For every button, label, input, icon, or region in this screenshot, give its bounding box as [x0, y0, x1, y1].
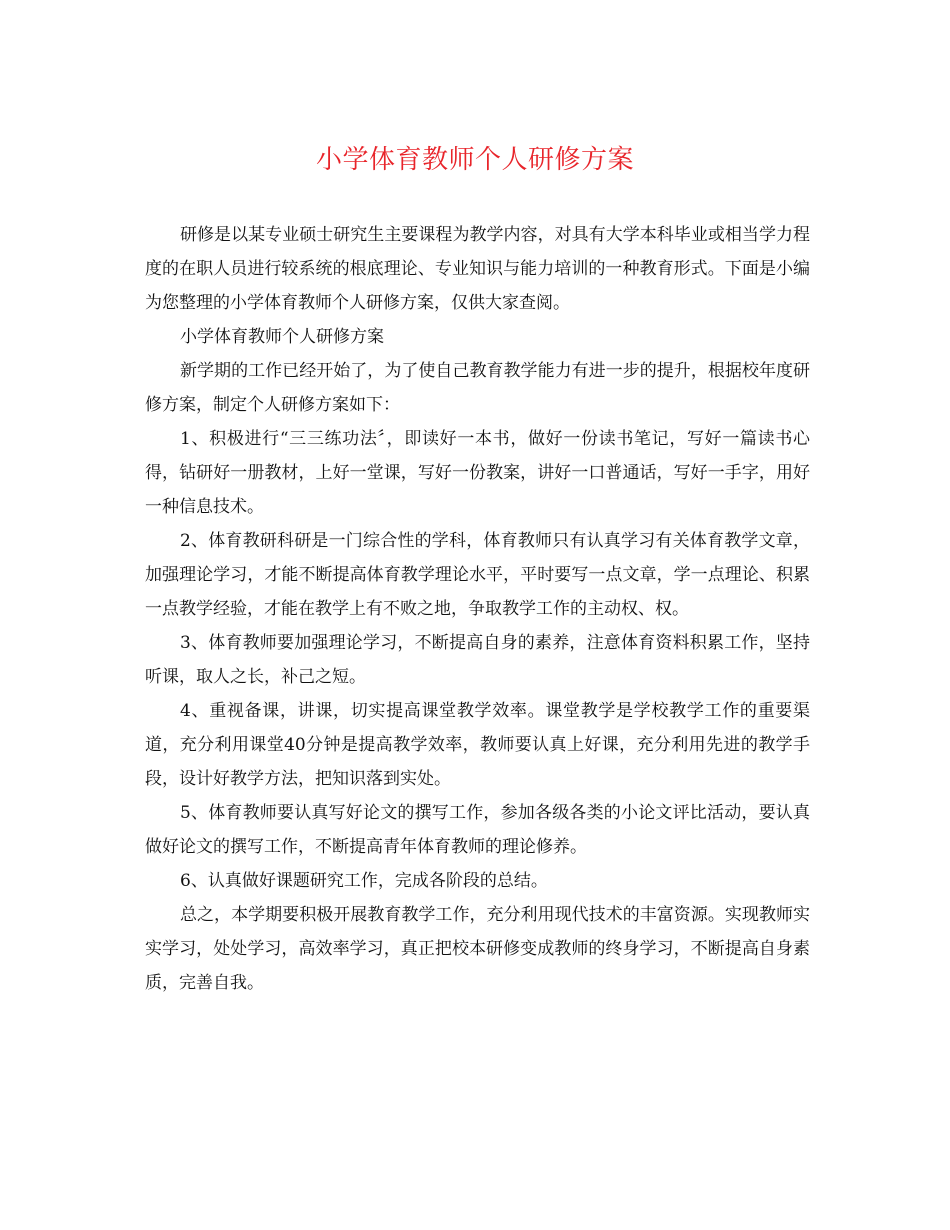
paragraph-intro: 研修是以某专业硕士研究生主要课程为教学内容，对具有大学本科毕业或相当学力程度的在职人员进行较系统的根底理论、专业知识与能力培训的一种教育形式。下面是小编为您整理的小学体育教师个人研修方案，仅供大家查阅。 — [145, 225, 810, 313]
paragraph-item-6: 6、认真做好课题研究工作，完成各阶段的总结。 — [180, 871, 548, 891]
paragraph-opening: 新学期的工作已经开始了，为了使自己教育教学能力有进一步的提升，根据校年度研修方案，制定个人研修方案如下： — [145, 361, 810, 415]
paragraph-item-2: 2、体育教研科研是一门综合性的学科，体育教师只有认真学习有关体育教学文章，加强理论学习，才能不断提高体育教学理论水平，平时要写一点文章，学一点理论、积累一点教学经验，才能在教学上有不败之地，争取教学工作的主动权、权。 — [145, 531, 810, 619]
paragraph-item-5: 5、体育教师要认真写好论文的撰写工作，参加各级各类的小论文评比活动，要认真做好论文的撰写工作，不断提高青年体育教师的理论修养。 — [145, 803, 810, 857]
paragraph-conclusion: 总之，本学期要积极开展教育教学工作，充分利用现代技术的丰富资源。实现教师实实学习，处处学习，高效率学习，真正把校本研修变成教师的终身学习，不断提高自身素质，完善自我。 — [145, 905, 810, 993]
paragraph-item-4: 4、重视备课，讲课，切实提高课堂教学效率。课堂教学是学校教学工作的重要渠道，充分利用课堂40分钟是提高教学效率，教师要认真上好课，充分利用先进的教学手段，设计好教学方法，把知识落到实处。 — [145, 701, 810, 789]
paragraph-subtitle: 小学体育教师个人研修方案 — [180, 327, 384, 347]
paragraph-item-3: 3、体育教师要加强理论学习，不断提高自身的素养，注意体育资料积累工作，坚持听课，取人之长，补己之短。 — [145, 633, 810, 687]
paragraph-item-1: 1、积极进行“三三练功法〞，即读好一本书，做好一份读书笔记，写好一篇读书心得，钻研好一册教材，上好一堂课，写好一份教案，讲好一口普通话，写好一手字，用好一种信息技术。 — [145, 429, 810, 517]
document-body — [145, 218, 810, 1000]
document-title: 小学体育教师个人研修方案 — [315, 145, 634, 175]
